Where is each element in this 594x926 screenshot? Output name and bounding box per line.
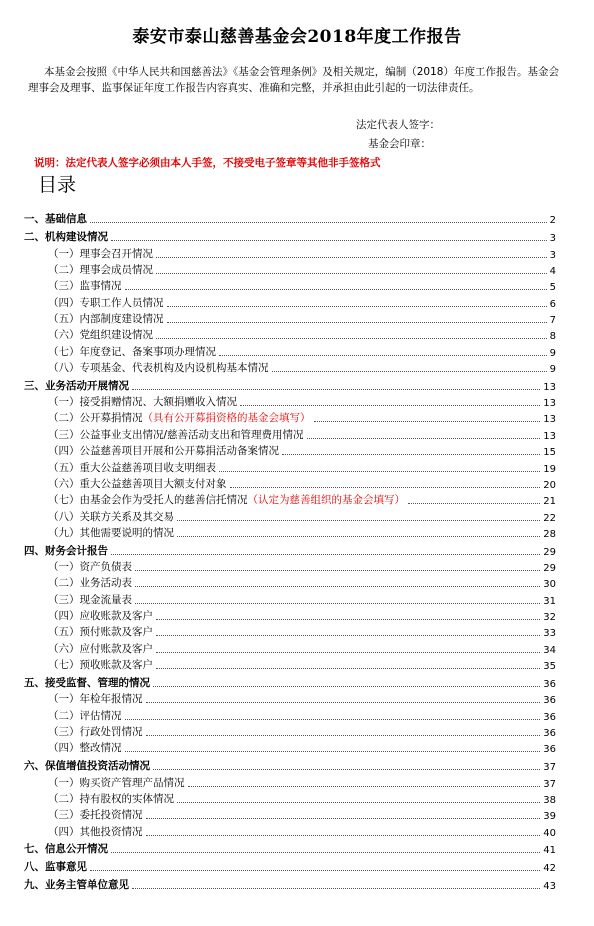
dot-leader: [132, 887, 540, 889]
toc-heading: 目录: [38, 174, 77, 196]
toc-entry[interactable]: [24, 639, 556, 655]
dot-leader: [156, 651, 540, 653]
toc-entry-label: （七）预收账款及客户: [48, 659, 153, 672]
toc-entry-label: （九）其他需要说明的情况: [48, 526, 174, 539]
toc-entry[interactable]: [24, 442, 556, 458]
toc-entry-label: （八）专项基金、代表机构及内设机构基本情况: [48, 361, 269, 374]
dot-leader: [408, 502, 540, 504]
toc-entry-label: （七）年度登记、备案事项办理情况: [48, 345, 216, 358]
toc-entry[interactable]: [24, 706, 556, 722]
dot-leader: [156, 256, 547, 258]
toc-page-number: 4: [549, 265, 556, 277]
toc-entry[interactable]: [24, 491, 556, 507]
toc-page-number: 5: [549, 282, 556, 294]
toc-entry-label: （六）应付账款及客户: [48, 642, 153, 655]
toc-page-number: 13: [543, 381, 556, 393]
intro-paragraph: 本基金会按照《中华人民共和国慈善法》《基金会管理条例》及相关规定，编制（2018）年度工作报告。基金会理事会及理事、监事保证年度工作报告内容真实、准确和完整，并承担由此引起的一切法律责任。: [28, 66, 559, 94]
toc-page-number: 2: [549, 215, 556, 227]
toc-entry-label: 六、保值增值投资活动情况: [24, 760, 150, 773]
dot-leader: [153, 685, 540, 687]
toc-page-number: 41: [543, 845, 556, 857]
toc-page-number: 13: [543, 398, 556, 410]
toc-entry[interactable]: [24, 757, 556, 773]
toc-entry-label: （八）关联方关系及其交易: [48, 510, 174, 523]
toc-page-number: 13: [543, 430, 556, 442]
toc-page-number: 36: [543, 678, 556, 690]
dot-leader: [111, 553, 540, 555]
dot-leader: [156, 272, 547, 274]
toc-page-number: 36: [543, 695, 556, 707]
toc-page-number: 37: [543, 762, 556, 774]
toc-entry[interactable]: [24, 858, 556, 874]
toc-entry-label: （一）理事会召开情况: [48, 247, 153, 260]
dot-leader: [156, 634, 540, 636]
toc-entry[interactable]: [24, 840, 556, 856]
toc-entry[interactable]: [24, 806, 556, 822]
toc-entry[interactable]: [24, 393, 556, 409]
toc-page-number: 20: [543, 479, 556, 491]
toc-page-number: 31: [543, 595, 556, 607]
toc-entry-label: （二）公开募捐情况: [48, 412, 143, 425]
toc-entry-label: （二）持有股权的实体情况: [48, 792, 174, 805]
toc-entry[interactable]: [24, 228, 556, 244]
dot-leader: [272, 370, 547, 372]
dot-leader: [135, 569, 540, 571]
dot-leader: [219, 470, 540, 472]
seal-label: 基金会印章：: [368, 138, 431, 150]
toc-entry-label: （二）业务活动表: [48, 577, 132, 590]
toc-entry[interactable]: [24, 822, 556, 838]
toc-entry[interactable]: [24, 277, 556, 293]
toc-entry-label: （二）评估情况: [48, 709, 122, 722]
toc-entry[interactable]: [24, 623, 556, 639]
dot-leader: [153, 768, 540, 770]
toc-page-number: 3: [549, 233, 556, 245]
toc-entry-label: （四）应收账款及客户: [48, 610, 153, 623]
toc-entry-label: 三、业务活动开展情况: [24, 379, 129, 392]
dot-leader: [177, 535, 540, 537]
toc-page-number: 42: [543, 863, 556, 875]
toc-page-number: 28: [543, 528, 556, 540]
toc-page-number: 9: [549, 363, 556, 375]
toc-entry[interactable]: [24, 674, 556, 690]
toc-entry-label: （一）年检年报情况: [48, 693, 143, 706]
dot-leader: [188, 785, 541, 787]
toc-page-number: 3: [549, 249, 556, 261]
toc-entry-label: （一）购买资产管理产品情况: [48, 776, 185, 789]
toc-entry[interactable]: [24, 425, 556, 441]
toc-entry-label: 二、机构建设情况: [24, 231, 108, 244]
toc-page-number: 40: [543, 827, 556, 839]
dot-leader: [167, 305, 547, 307]
dot-leader: [146, 834, 541, 836]
toc-page-number: 21: [543, 496, 556, 508]
toc-page-number: 8: [549, 331, 556, 343]
toc-page-number: 35: [543, 661, 556, 673]
dot-leader: [146, 817, 541, 819]
toc-page-number: 30: [543, 579, 556, 591]
toc-entry-label: （四）专职工作人员情况: [48, 296, 164, 309]
toc-entry-label: （六）党组织建设情况: [48, 329, 153, 342]
toc-entry[interactable]: [24, 607, 556, 623]
dot-leader: [111, 239, 547, 241]
toc-entry-label: 八、监事意见: [24, 861, 87, 874]
dot-leader: [230, 486, 541, 488]
dot-leader: [111, 851, 540, 853]
dot-leader: [146, 734, 541, 736]
toc-entry[interactable]: [24, 574, 556, 590]
toc-entry[interactable]: [24, 507, 556, 523]
toc-entry-label: （四）整改情况: [48, 742, 122, 755]
toc-entry[interactable]: [24, 524, 556, 540]
dot-leader: [135, 585, 540, 587]
toc-page-number: 38: [543, 794, 556, 806]
toc-page-number: 32: [543, 612, 556, 624]
toc-entry-label: （五）预付账款及客户: [48, 626, 153, 639]
toc-entry[interactable]: [24, 376, 556, 392]
toc-page-number: 43: [543, 881, 556, 893]
toc-page-number: 6: [549, 298, 556, 310]
dot-leader: [314, 420, 541, 422]
dot-leader: [132, 388, 540, 390]
toc-page-number: 9: [549, 347, 556, 359]
toc-entry-label: （三）现金流量表: [48, 593, 132, 606]
toc-entry-label: 七、信息公开情况: [24, 843, 108, 856]
dot-leader: [156, 667, 540, 669]
toc-entry[interactable]: [24, 326, 556, 342]
toc-entry[interactable]: [24, 790, 556, 806]
toc-entry[interactable]: [24, 475, 556, 491]
toc-page-number: 37: [543, 778, 556, 790]
toc-entry-note: （认定为慈善组织的基金会填写）: [247, 494, 405, 507]
toc-entry-label: （三）公益事业支出情况/慈善活动支出和管理费用情况: [48, 428, 304, 441]
dot-leader: [167, 321, 547, 323]
toc-entry[interactable]: [24, 409, 556, 425]
dot-leader: [219, 354, 547, 356]
toc-page-number: 29: [543, 563, 556, 575]
dot-leader: [125, 718, 541, 720]
toc-entry[interactable]: [24, 739, 556, 755]
toc-entry-label: （二）理事会成员情况: [48, 263, 153, 276]
toc-entry[interactable]: [24, 590, 556, 606]
toc-page-number: 33: [543, 628, 556, 640]
toc-entry[interactable]: [24, 293, 556, 309]
toc-entry[interactable]: [24, 558, 556, 574]
toc-entry-label: （一）资产负债表: [48, 561, 132, 574]
toc-page-number: 15: [543, 447, 556, 459]
report-title: 泰安市泰山慈善基金会2018年度工作报告: [132, 27, 462, 47]
toc-entry-label: （五）重大公益慈善项目收支明细表: [48, 461, 216, 474]
toc-entry[interactable]: [24, 723, 556, 739]
toc-page-number: 29: [543, 546, 556, 558]
toc-page-number: 36: [543, 744, 556, 756]
dot-leader: [146, 701, 541, 703]
dot-leader: [90, 869, 540, 871]
toc-page-number: 7: [549, 314, 556, 326]
dot-leader: [156, 618, 540, 620]
dot-leader: [156, 337, 547, 339]
dot-leader: [177, 801, 540, 803]
toc-entry[interactable]: [24, 210, 556, 226]
toc-entry-label: 一、基础信息: [24, 213, 87, 226]
toc-page-number: 19: [543, 463, 556, 475]
toc-entry[interactable]: [24, 876, 556, 892]
toc-page-number: 39: [543, 811, 556, 823]
toc-entry[interactable]: [24, 310, 556, 326]
toc-entry[interactable]: [24, 342, 556, 358]
toc-entry-label: 四、财务会计报告: [24, 544, 108, 557]
toc-entry-label: （四）其他投资情况: [48, 825, 143, 838]
toc-page-number: 36: [543, 711, 556, 723]
toc-entry-label: （六）重大公益慈善项目大额支付对象: [48, 477, 227, 490]
toc-page-number: 13: [543, 414, 556, 426]
toc-entry[interactable]: [24, 656, 556, 672]
toc-entry-label: （五）内部制度建设情况: [48, 312, 164, 325]
dot-leader: [125, 288, 547, 290]
dot-leader: [307, 437, 541, 439]
toc-entry[interactable]: [24, 261, 556, 277]
toc-entry-label: （三）监事情况: [48, 280, 122, 293]
toc-page-number: 22: [543, 512, 556, 524]
toc-entry-label: （三）行政处罚情况: [48, 726, 143, 738]
toc-entry-label: 五、接受监督、管理的情况: [24, 676, 150, 689]
toc-page-number: 36: [543, 728, 556, 739]
toc-page-number: 34: [543, 644, 556, 656]
toc-entry[interactable]: [24, 773, 556, 789]
legal-rep-signature-label: 法定代表人签字：: [356, 119, 440, 131]
toc-entry-label: 九、业务主管单位意见: [24, 879, 129, 892]
toc-entry-label: （三）委托投资情况: [48, 809, 143, 822]
dot-leader: [90, 221, 547, 223]
table-of-contents: [24, 210, 556, 892]
toc-entry[interactable]: [24, 541, 556, 557]
toc-entry[interactable]: [24, 458, 556, 474]
toc-entry-label: （四）公益慈善项目开展和公开募捐活动备案情况: [48, 445, 279, 458]
dot-leader: [240, 404, 540, 406]
toc-entry-label: （一）接受捐赠情况、大额捐赠收入情况: [48, 396, 237, 409]
toc-entry-note: （具有公开募捐资格的基金会填写）: [142, 412, 311, 425]
dot-leader: [177, 519, 540, 521]
toc-entry[interactable]: [24, 359, 556, 375]
dot-leader: [282, 453, 540, 455]
toc-entry-label: （七）由基金会作为受托人的慈善信托情况: [48, 494, 248, 507]
signature-note: 说明：法定代表人签字必须由本人手签，不接受电子签章等其他非手签格式: [34, 157, 381, 169]
toc-entry[interactable]: [24, 244, 556, 260]
dot-leader: [135, 602, 540, 604]
toc-entry[interactable]: [24, 690, 556, 706]
dot-leader: [125, 750, 541, 752]
